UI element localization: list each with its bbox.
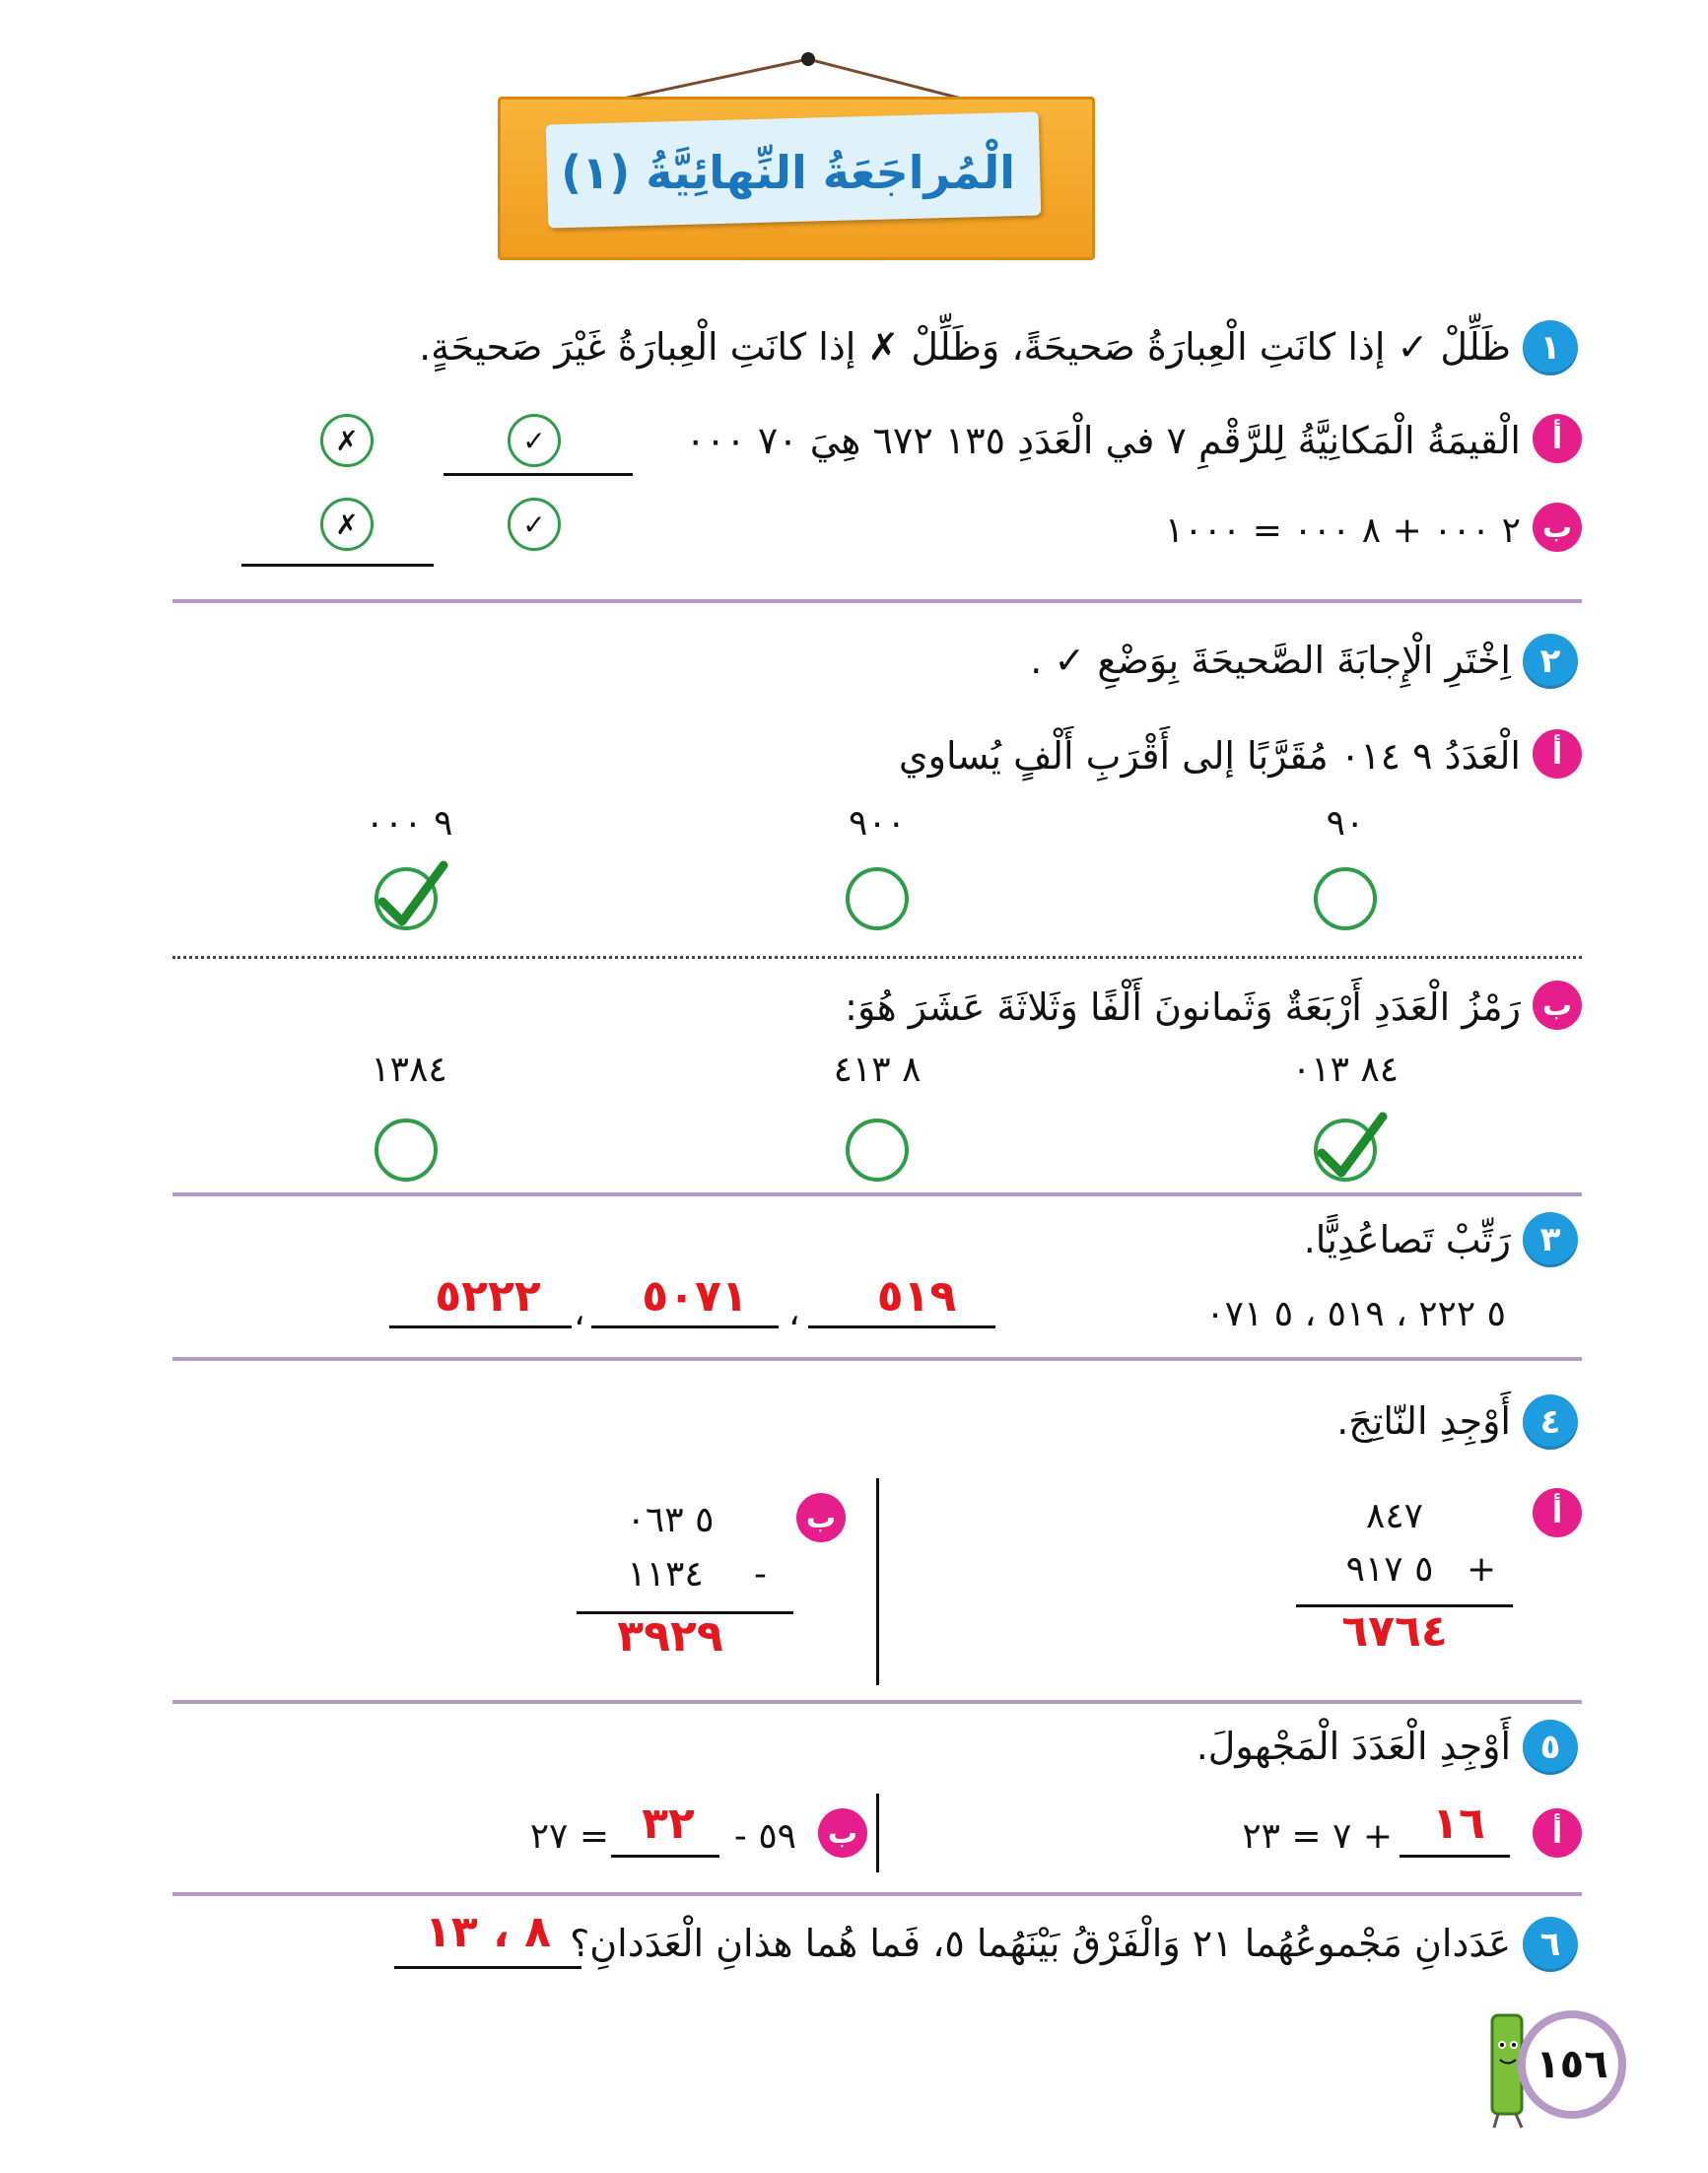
q3-comma: ، xyxy=(574,1293,585,1333)
q1-b-answer-underline xyxy=(241,564,434,567)
question-6-text: عَدَدانِ مَجْموعُهُما ٢١ وَالْفَرْقُ بَيْنَهُما ٥، فَما هُما هذانِ الْعَدَدانِ؟ xyxy=(570,1922,1511,1965)
q5-a-answer-line xyxy=(1400,1855,1510,1858)
q2-b-option-1-circle[interactable] xyxy=(1314,1119,1377,1182)
q6-answer: ٨ ، ١٣ xyxy=(425,1907,551,1957)
q1-a-statement: الْقيمَةُ الْمَكانِيَّةُ لِلرَّقْمِ ٧ في الْعَدَدِ ١٣٥ ٦٧٢ هِيَ ٧٠ ٠٠٠ xyxy=(685,419,1521,462)
section-divider xyxy=(172,1357,1582,1361)
q2-a-option-1-value: ٩٠ xyxy=(1326,803,1365,844)
question-5-instruction: أَوْجِدِ الْعَدَدَ الْمَجْهولَ. xyxy=(1196,1725,1511,1768)
item-a-badge: أ xyxy=(1533,1808,1582,1858)
q1-b-statement: ٢ ٠٠٠ + ٨ ٠٠٠ = ١٠٠٠ xyxy=(1164,510,1521,551)
question-5-badge: ٥ xyxy=(1523,1720,1578,1775)
item-a-badge: أ xyxy=(1533,1488,1582,1537)
item-a-badge: أ xyxy=(1533,414,1582,463)
q2-a-option-2-value: ٩٠٠ xyxy=(848,803,906,844)
q1-b-check-option[interactable] xyxy=(508,498,561,551)
section-divider xyxy=(172,1892,1582,1896)
q3-answer-2: ٥٠٧١ xyxy=(642,1271,748,1322)
q3-answer-2-line xyxy=(591,1325,779,1328)
cross-icon: ✗ xyxy=(335,424,359,457)
q2-a-option-2-circle[interactable] xyxy=(846,867,909,930)
q5-b-answer-line xyxy=(611,1855,719,1858)
q5-b-equation-rest: = ٢٧ xyxy=(529,1816,609,1857)
q3-given-numbers: ٥ ٢٢٢ ، ٥١٩ ، ٥ ٠٧١ xyxy=(1205,1294,1506,1334)
item-b-badge: ب xyxy=(1533,981,1582,1030)
q5-b-equation-start: ٥٩ - xyxy=(733,1816,796,1857)
q2-b-option-2-value: ٨ ٤١٣ xyxy=(833,1050,922,1090)
section-divider xyxy=(172,599,1582,603)
column-divider xyxy=(876,1794,879,1872)
q2-b-option-2-circle[interactable] xyxy=(846,1119,909,1182)
q2-b-question: رَمْزُ الْعَدَدِ أَرْبَعَةٌ وَثَمانونَ أَلْفًا وَثَلاثَةَ عَشَرَ هُوَ: xyxy=(845,985,1521,1029)
q2-a-question: الْعَدَدُ ٩ ٠١٤ مُقَرَّبًا إلى أَقْرَبِ أَلْفٍ يُساوي xyxy=(898,734,1521,778)
q3-answer-3: ٥٢٢٢ xyxy=(435,1271,541,1322)
section-divider xyxy=(172,1700,1582,1704)
q2-a-option-3-value: ٩ ٠٠٠ xyxy=(365,803,453,844)
question-1-badge: ١ xyxy=(1523,320,1578,375)
page-number-circle xyxy=(1518,2010,1626,2119)
q2-a-option-3-circle[interactable] xyxy=(375,867,438,930)
q4-b-bottom-number: ١١٣٤ xyxy=(627,1554,704,1595)
q5-a-equation-rest: + ٧ = ٢٣ xyxy=(1242,1816,1393,1857)
item-a-badge: أ xyxy=(1533,729,1582,779)
question-4-instruction: أَوْجِدِ النّاتِجَ. xyxy=(1336,1399,1511,1443)
q3-answer-1-line xyxy=(808,1325,995,1328)
question-3-instruction: رَتِّبْ تَصاعُدِيًّا. xyxy=(1303,1218,1511,1261)
question-3-badge: ٣ xyxy=(1523,1212,1578,1267)
item-b-badge: ب xyxy=(1533,503,1582,552)
selected-check-icon xyxy=(1312,1109,1391,1178)
section-divider xyxy=(172,1192,1582,1196)
q5-b-answer: ٣٢ xyxy=(642,1799,695,1849)
q1-a-cross-option[interactable] xyxy=(320,414,374,467)
q2-a-option-1-circle[interactable] xyxy=(1314,867,1377,930)
check-icon: ✓ xyxy=(522,508,546,541)
item-b-badge: ب xyxy=(818,1808,867,1858)
check-icon: ✓ xyxy=(522,424,546,457)
q2-b-option-1-value: ٨٤ ٠١٣ xyxy=(1291,1050,1400,1090)
page-title: الْمُراجَعَةُ النِّهائِيَّةُ (١) xyxy=(561,146,1015,199)
q4-b-top-number: ٥ ٠٦٣ xyxy=(626,1500,715,1540)
question-4-badge: ٤ xyxy=(1523,1394,1578,1450)
q4-b-answer: ٣٩٢٩ xyxy=(617,1611,723,1662)
q4-b-operator: - xyxy=(754,1554,767,1595)
q4-a-top-number: ٨٤٧ xyxy=(1365,1496,1423,1536)
q1-a-answer-underline xyxy=(444,473,633,476)
q6-answer-line xyxy=(394,1966,581,1969)
cross-icon: ✗ xyxy=(335,508,359,541)
q5-a-answer: ١٦ xyxy=(1432,1799,1485,1849)
q4-a-answer: ٦٧٦٤ xyxy=(1341,1606,1448,1657)
selected-check-icon xyxy=(373,857,451,926)
q3-answer-3-line xyxy=(389,1325,572,1328)
q4-a-operator: + xyxy=(1467,1549,1497,1590)
item-b-badge: ب xyxy=(796,1493,846,1542)
q3-answer-1: ٥١٩ xyxy=(876,1271,957,1322)
question-6-badge: ٦ xyxy=(1523,1917,1578,1972)
question-2-instruction: اِخْتَرِ الْإِجابَةَ الصَّحيحَةَ بِوَضْعِ ✓ . xyxy=(1030,639,1511,682)
q2-b-option-3-circle[interactable] xyxy=(375,1119,438,1182)
question-2-badge: ٢ xyxy=(1523,634,1578,689)
q3-comma: ، xyxy=(788,1293,800,1333)
column-divider xyxy=(876,1478,879,1685)
page-number: ١٥٦ xyxy=(1536,2042,1608,2087)
q1-b-cross-option[interactable] xyxy=(320,498,374,551)
q2-b-option-3-value: ١٣٨٤ xyxy=(371,1050,447,1090)
dotted-divider xyxy=(172,956,1582,959)
q4-a-bottom-number: ٥ ٩١٧ xyxy=(1345,1549,1434,1590)
q1-a-check-option[interactable] xyxy=(508,414,561,467)
question-1-instruction: ظَلِّلْ ✓ إذا كانَتِ الْعِبارَةُ صَحيحَةً، وَظَلِّلْ ✗ إذا كانَتِ الْعِبارَةُ غَيْرَ صَحيحَةٍ. xyxy=(419,325,1511,369)
